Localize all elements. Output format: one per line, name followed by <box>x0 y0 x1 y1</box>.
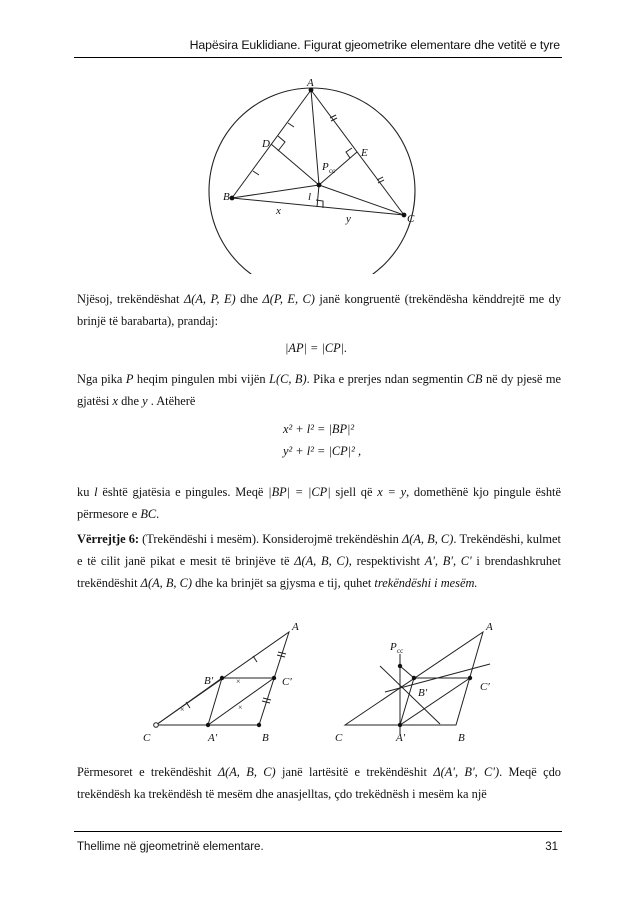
footer-title: Thellime në gjeometrinë elementare. <box>77 841 264 853</box>
figure-medial-triangle <box>138 614 318 749</box>
perp-bisector-ac <box>385 664 490 692</box>
label-b1: B′ <box>204 675 214 687</box>
paragraph-altitudes: Përmesoret e trekëndëshit Δ(A, B, C) janë lartësitë e trekëndëshit Δ(A', B', C'). Meqë çdo trekëndësh ka trekëndësh të mesëm dhe anasjelltas, çdo trekëdnësh i mesëm ka një <box>77 765 561 801</box>
tick-ad <box>288 123 294 127</box>
equation-pythagoras <box>283 418 361 462</box>
circumcircle <box>209 88 415 274</box>
paragraph-perpendicular: Nga pika P heqim pingulen mbi vijën L(C, B). Pika e prerjes ndan segmentin CB në dy pjesë me gjatësi x dhe y . Atëherë <box>77 372 561 408</box>
point-c <box>402 213 407 218</box>
label-p-sub: cc <box>329 167 336 175</box>
point-b1 <box>412 676 416 680</box>
label-b1: B′ <box>418 687 428 699</box>
running-footer <box>77 841 558 853</box>
paragraph-remark-6: Vërrejtje 6: (Trekëndëshi i mesëm). Konsiderojmë trekëndëshin Δ(A, B, C). Trekëndëshi, kulmet e të cilit janë pikat e mesit të brinjëve të Δ(A, B, C), respektivisht A', B', C' i brendashkruhet trekëndëshit Δ(A, B, C) dhe ka brinjët sa gjysma e tij, quhet trekëndëshi i mesëm. <box>77 532 561 590</box>
point-c1 <box>468 676 472 680</box>
label-y: y <box>346 213 351 225</box>
paragraph-bisector: ku l është gjatësia e pingules. Meqë |BP| = |CP| sjell që x = y, domethënë kjo pingule është përmesore e BC. <box>77 485 561 521</box>
label-d: D <box>262 138 270 150</box>
label-c: C <box>143 732 151 744</box>
equation-line-1: x² + l² = |BP|² <box>283 422 355 436</box>
segment-bp <box>232 185 319 198</box>
label-p: P <box>322 161 329 173</box>
figure-medial-circumcenter <box>330 614 510 749</box>
page-number: 31 <box>545 841 558 853</box>
label-c: C <box>335 732 343 744</box>
label-c1: C′ <box>480 681 490 693</box>
perpendicular-l <box>317 185 319 207</box>
label-c1: C′ <box>282 676 292 688</box>
label-p-sub: cc <box>397 647 404 655</box>
paragraph-congruence: Njësoj, trekëndëshat Δ(A, P, E) dhe Δ(P, E, C) janë kongruentë (trekëndësha kënddrejtë me dy brinjë të barabarta), prandaj: <box>77 292 562 328</box>
header-rule <box>74 57 562 58</box>
label-l: l <box>308 191 312 203</box>
label-a1: A′ <box>208 732 218 744</box>
point-b <box>257 723 261 727</box>
label-a: A <box>292 621 299 633</box>
point-a1 <box>206 723 210 727</box>
segment-p-b1 <box>400 666 414 678</box>
running-header: Hapësira Euklidiane. Figurat gjeometrike elementare dhe vetitë e tyre <box>189 38 560 52</box>
point-p <box>317 183 322 188</box>
label-a: A <box>307 77 314 89</box>
label-x: x <box>276 205 281 217</box>
point-a1 <box>398 723 402 727</box>
tick-db <box>253 171 259 175</box>
label-b: B <box>458 732 465 744</box>
cross-mark-3: × <box>238 703 243 712</box>
label-c: C <box>407 213 415 225</box>
tick-b1a <box>253 656 257 662</box>
point-p <box>398 664 402 668</box>
label-a: A <box>486 621 493 633</box>
segment-ap <box>311 90 319 185</box>
equation-ap-cp: |AP| = |CP|. <box>285 341 348 355</box>
side-ac <box>311 90 404 215</box>
label-b: B <box>262 732 269 744</box>
cross-mark-2: × <box>180 705 185 714</box>
point-b <box>230 196 235 201</box>
tick-ec1 <box>377 177 383 180</box>
cross-mark-1: × <box>236 677 241 686</box>
label-a1: A′ <box>396 732 406 744</box>
label-p: P <box>390 641 397 653</box>
point-c1 <box>272 676 276 680</box>
figure-circumcircle <box>200 74 440 274</box>
point-b1 <box>220 676 224 680</box>
label-e: E <box>361 147 368 159</box>
equation-line-2: y² + l² = |CP|² , <box>283 444 362 458</box>
footer-rule <box>74 831 562 832</box>
right-angle-d <box>278 136 285 151</box>
label-b: B <box>223 191 230 203</box>
point-c-open <box>154 723 159 728</box>
